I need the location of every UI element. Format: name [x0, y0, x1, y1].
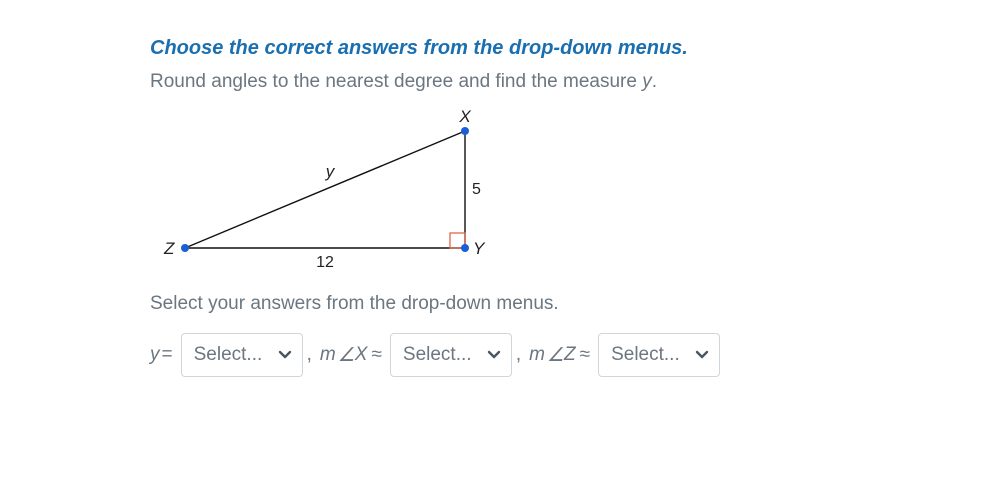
answer-row	[150, 332, 720, 378]
subtitle-main: Round angles to the nearest degree and find the measure	[150, 71, 643, 92]
side-12-label: 12	[316, 254, 334, 271]
chevron-down-icon	[695, 350, 709, 360]
y-dropdown[interactable]	[181, 333, 303, 377]
side-5-label: 5	[472, 181, 481, 198]
subtitle-text	[150, 71, 657, 93]
measure-m: m	[529, 344, 545, 365]
comma-separator: ,	[515, 344, 522, 365]
measure-m: m	[319, 344, 336, 365]
vertex-z-label: Z	[164, 239, 175, 258]
chevron-down-icon	[487, 350, 501, 360]
y-label	[150, 344, 181, 366]
subtitle-variable: y	[642, 71, 652, 92]
vertex-z-dot	[181, 244, 189, 252]
y-dropdown-value: Select...	[193, 344, 263, 365]
angle-symbol: ∠	[547, 344, 565, 366]
instruction-text: Choose the correct answers from the drop-down menus.	[150, 37, 688, 59]
side-y-label: y	[325, 162, 335, 181]
vertex-y-label: Y	[473, 239, 485, 258]
vertex-y-dot	[461, 244, 469, 252]
vertex-z-text: Z	[564, 344, 576, 365]
angle-z-dropdown-value: Select...	[611, 344, 680, 365]
angle-symbol: ∠	[337, 344, 355, 366]
vertex-x-label: X	[459, 107, 471, 126]
angle-x-dropdown[interactable]	[390, 333, 512, 377]
approx-sign: ≈	[579, 344, 591, 365]
subtitle-end: .	[651, 71, 658, 92]
approx-sign: ≈	[371, 344, 382, 365]
side-zx	[185, 131, 465, 248]
chevron-down-icon	[278, 350, 292, 360]
vertex-x-dot	[461, 127, 469, 135]
angle-z-dropdown[interactable]	[598, 333, 720, 377]
y-variable: y	[150, 344, 160, 365]
angle-x-dropdown-value: Select...	[402, 344, 472, 365]
equals-sign: =	[161, 344, 173, 365]
vertex-x-text: X	[354, 344, 368, 365]
angle-x-label	[320, 344, 382, 367]
select-prompt: Select your answers from the drop-down menus.	[150, 293, 559, 314]
angle-z-label	[529, 344, 590, 367]
right-triangle-figure	[150, 100, 510, 280]
comma-separator: ,	[306, 344, 312, 365]
